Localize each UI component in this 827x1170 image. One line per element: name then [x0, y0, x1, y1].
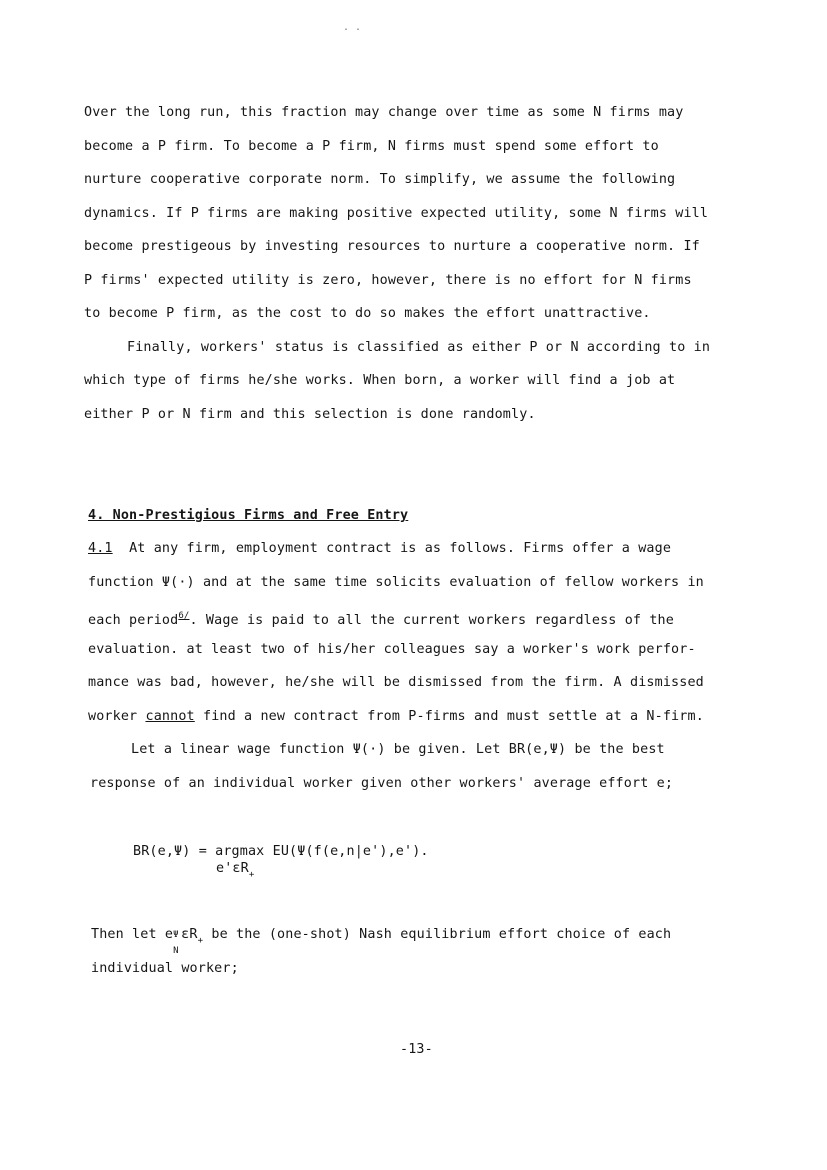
text-line: evaluation. at least two of his/her colleagues say a worker's work perfor-: [88, 642, 696, 657]
text-line: Over the long run, this fraction may change over time as some N firms may: [84, 105, 684, 120]
text-line: which type of firms he/she works. When born, a worker will find a job at: [84, 373, 676, 388]
subscript: +: [197, 936, 204, 946]
emphasis-cannot: cannot: [145, 709, 195, 724]
text-line: [88, 540, 671, 558]
text-line: [88, 607, 674, 630]
scan-mark: . .: [343, 22, 362, 33]
text-line: individual worker;: [91, 961, 239, 976]
equation-main: BR(e,Ψ) = argmax EU(Ψ(f(e,n|e'),e').: [133, 844, 429, 859]
section-heading: 4. Non-Prestigious Firms and Free Entry: [88, 508, 409, 523]
text-span: each period: [88, 613, 179, 628]
text-line: function Ψ(·) and at the same time solicits evaluation of fellow workers in: [88, 575, 704, 590]
text-line: to become P firm, as the cost to do so makes the effort unattractive.: [84, 306, 651, 321]
superscript: Ψ: [173, 930, 179, 940]
text-span: e'εR: [216, 861, 249, 876]
text-line: nurture cooperative corporate norm. To simplify, we assume the following: [84, 172, 676, 187]
text-span: be the (one-shot) Nash equilibrium effort choice of each: [203, 927, 672, 942]
text-span: worker: [88, 709, 146, 724]
text-span: εR: [181, 927, 198, 942]
text-line: [91, 926, 672, 956]
text-line: Let a linear wage function Ψ(·) be given. Let BR(e,Ψ) be the best: [131, 742, 665, 757]
page-number: -13-: [400, 1042, 433, 1057]
text-line: P firms' expected utility is zero, however, there is no effort for N firms: [84, 273, 692, 288]
text-span: At any firm, employment contract is as follows. Firms offer a wage: [129, 541, 672, 556]
equation-underscript: [216, 860, 254, 884]
text-line: become prestigeous by investing resources to nurture a cooperative norm. If: [84, 239, 700, 254]
text-span: find a new contract from P-firms and must settle at a N-firm.: [194, 709, 704, 724]
text-span: . Wage is paid to all the current workers regardless of the: [189, 613, 674, 628]
text-line: response of an individual worker given other workers' average effort e;: [90, 776, 674, 791]
text-line: either P or N firm and this selection is done randomly.: [84, 407, 536, 422]
text-line: [88, 708, 704, 726]
subscript: +: [248, 870, 255, 880]
text-span: Then let e: [91, 927, 174, 942]
text-line: become a P firm. To become a P firm, N firms must spend some effort to: [84, 139, 659, 154]
subsection-label: 4.1: [88, 541, 113, 556]
footnote-ref: 6/: [178, 611, 190, 621]
text-line: dynamics. If P firms are making positive expected utility, some N firms will: [84, 206, 709, 221]
text-line: Finally, workers' status is classified as either P or N according to in: [127, 340, 711, 355]
subscript: N: [173, 946, 179, 956]
text-line: mance was bad, however, he/she will be dismissed from the firm. A dismissed: [88, 675, 704, 690]
